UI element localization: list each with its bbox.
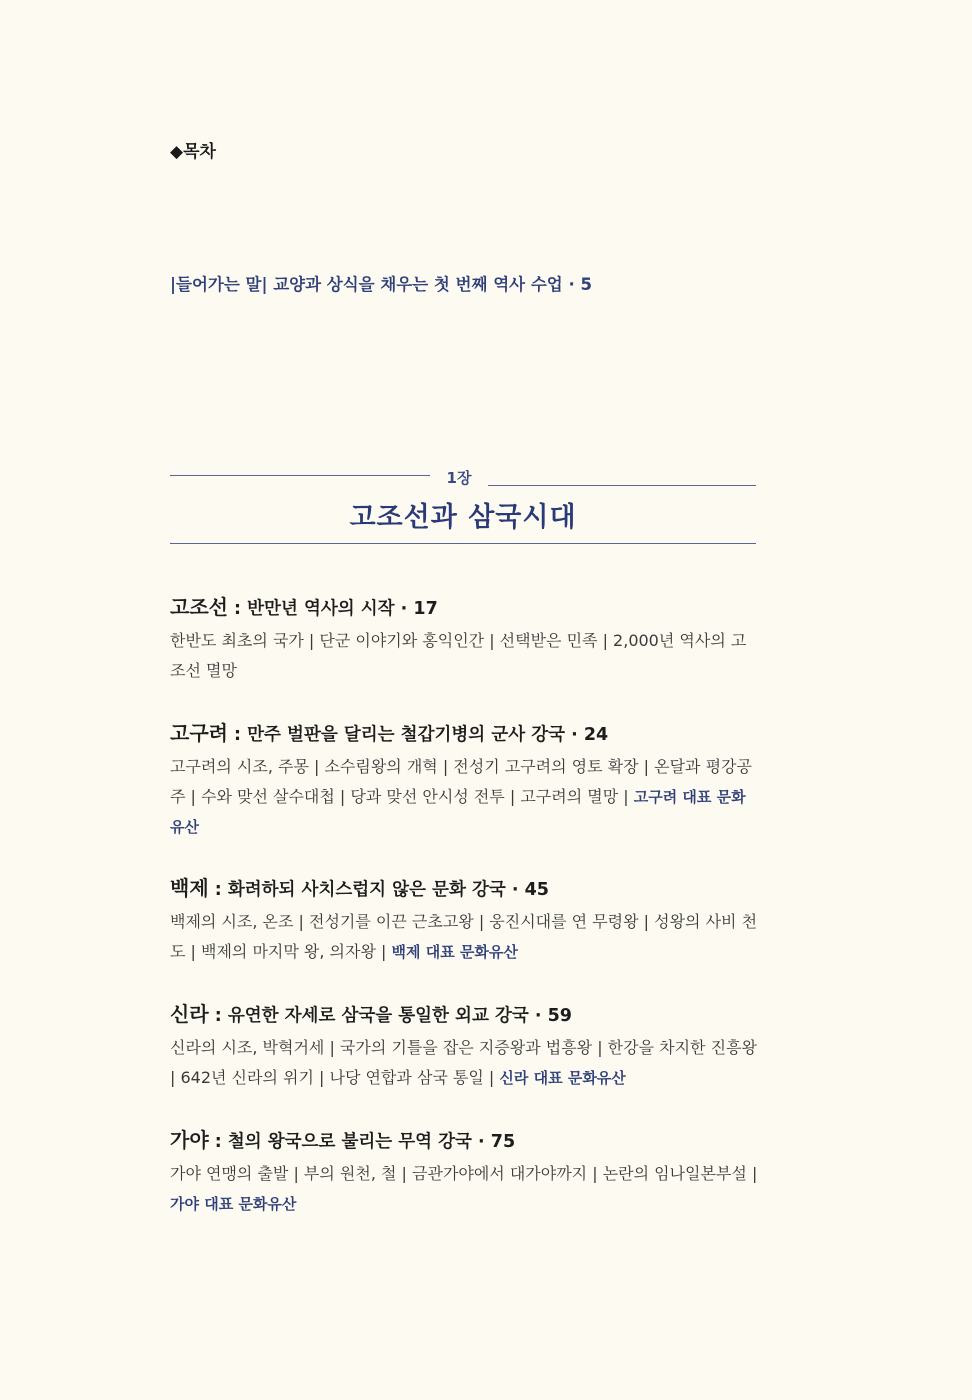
section-heritage: 고구려 대표 문화유산 [170, 788, 746, 836]
section-body [170, 752, 760, 842]
section-body [170, 907, 760, 967]
section-subtitle: 유연한 자세로 삼국을 통일한 외교 강국 · 59 [227, 1006, 572, 1026]
section-topics: 고구려의 시조, 주몽 | 소수림왕의 개혁 | 전성기 고구려의 영토 확장 | 온달과 평강공주 | 수와 맞선 살수대첩 | 당과 맞선 안시성 전투 | 고구려의 멸망 | [170, 757, 752, 806]
section-gaya[interactable] [170, 1125, 760, 1219]
section-heading [170, 1125, 760, 1155]
section-separator: : [227, 599, 248, 619]
section-separator: : [208, 1132, 228, 1152]
section-silla[interactable] [170, 999, 760, 1093]
section-subtitle: 반만년 역사의 시작 · 17 [247, 599, 438, 619]
section-separator: : [208, 880, 228, 900]
chapter-title: 고조선과 삼국시대 [349, 502, 577, 533]
section-subtitle: 만주 벌판을 달리는 철갑기병의 군사 강국 · 24 [247, 725, 609, 745]
section-goguryeo[interactable] [170, 718, 760, 842]
section-heritage: 신라 대표 문화유산 [499, 1069, 626, 1087]
section-name: 고조선 [170, 595, 228, 619]
section-subtitle: 화려하되 사치스럽지 않은 문화 강국 · 45 [227, 880, 549, 900]
section-body [170, 1159, 760, 1219]
section-heading [170, 999, 760, 1029]
section-body [170, 626, 760, 686]
toc-label: ◆목차 [170, 142, 216, 162]
section-name: 신라 [170, 1002, 209, 1026]
section-heading [170, 873, 760, 903]
section-name: 가야 [170, 1128, 209, 1152]
section-name: 백제 [170, 876, 209, 900]
intro-entry[interactable]: |들어가는 말| 교양과 상식을 채우는 첫 번째 역사 수업 · 5 [170, 275, 592, 294]
section-topics: 가야 연맹의 출발 | 부의 원천, 철 | 금관가야에서 대가야까지 | 논란의 임나일본부설 | [170, 1164, 758, 1183]
section-heritage: 가야 대표 문화유산 [170, 1195, 297, 1213]
chapter-rule-bottom [170, 543, 756, 544]
section-heading [170, 592, 760, 622]
section-name: 고구려 [170, 721, 228, 745]
section-separator: : [227, 725, 248, 745]
section-heading [170, 718, 760, 748]
section-heritage: 백제 대표 문화유산 [391, 943, 518, 961]
chapter-number: 1장 [446, 469, 472, 487]
section-topics: 신라의 시조, 박혁거세 | 국가의 기틀을 잡은 지증왕과 법흥왕 | 한강을 차지한 진흥왕 | 642년 신라의 위기 | 나당 연합과 삼국 통일 | [170, 1038, 757, 1087]
section-gojoseon[interactable] [170, 592, 760, 686]
section-body [170, 1033, 760, 1093]
section-separator: : [208, 1006, 228, 1026]
chapter-rule-top-left [170, 475, 430, 476]
section-subtitle: 철의 왕국으로 불리는 무역 강국 · 75 [227, 1132, 516, 1152]
section-baekje[interactable] [170, 873, 760, 967]
chapter-rule-top-right [488, 485, 756, 486]
section-topics: 한반도 최초의 국가 | 단군 이야기와 홍익인간 | 선택받은 민족 | 2,000년 역사의 고조선 멸망 [170, 631, 747, 680]
section-topics: 백제의 시조, 온조 | 전성기를 이끈 근초고왕 | 웅진시대를 연 무령왕 | 성왕의 사비 천도 | 백제의 마지막 왕, 의자왕 | [170, 912, 758, 961]
